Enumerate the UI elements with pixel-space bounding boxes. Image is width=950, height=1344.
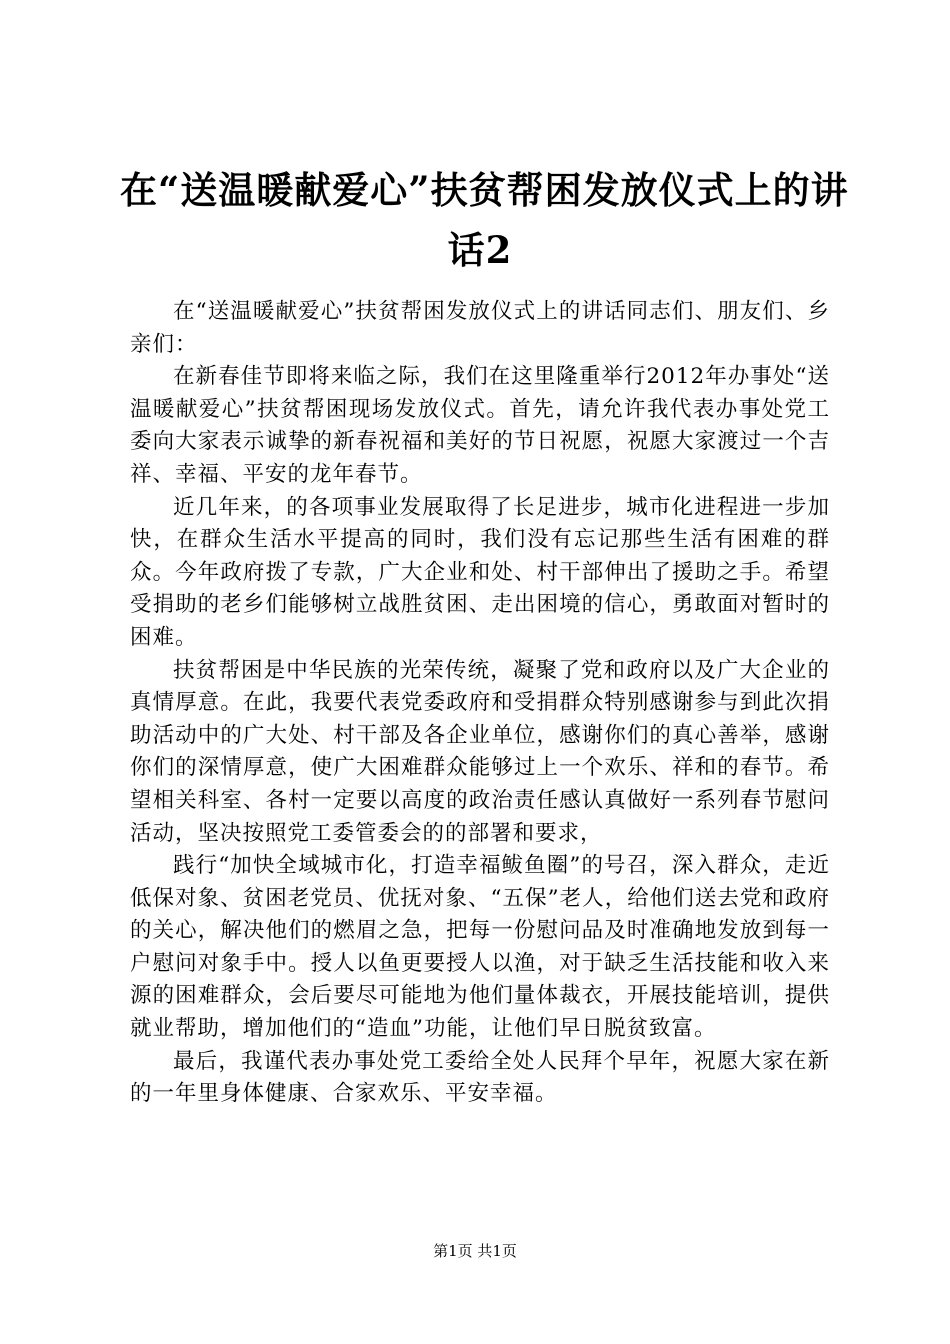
document-body	[130, 296, 830, 1111]
paragraph-opening: 在新春佳节即将来临之际，我们在这里隆重举行2012年办事处“送温暖献爱心”扶贫帮困现场发放仪式。首先，请允许我代表办事处党工委向大家表示诚挚的新春祝福和美好的节日祝愿，祝愿大家渡过一个吉祥、幸福、平安的龙年春节。	[130, 364, 830, 487]
paragraph-closing: 最后，我谨代表办事处党工委给全处人民拜个早年，祝愿大家在新的一年里身体健康、合家欢乐、平安幸福。	[130, 1048, 830, 1107]
paragraph-progress: 近几年来，的各项事业发展取得了长足进步，城市化进程进一步加快，在群众生活水平提高的同时，我们没有忘记那些生活有困难的群众。今年政府拨了专款，广大企业和处、村干部伸出了援助之手。希望受捐助的老乡们能够树立战胜贫困、走出困境的信心，勇敢面对暂时的困难。	[130, 494, 830, 650]
title-line-2: 话2	[447, 228, 513, 272]
page-footer: 第1页 共1页	[433, 1242, 517, 1260]
title-line-1: 在“送温暖献爱心”扶贫帮困发放仪式上的讲	[120, 168, 849, 212]
paragraph-actions: 践行“加快全域城市化，打造幸福鲅鱼圈”的号召，深入群众，走近低保对象、贫困老党员、优抚对象、“五保”老人，给他们送去党和政府的关心，解决他们的燃眉之急，把每一份慰问品及时准确地发放到每一户慰问对象手中。授人以鱼更要授人以渔，对于缺乏生活技能和收入来源的困难群众，会后要尽可能地为他们量体裁衣，开展技能培训，提供就业帮助，增加他们的“造血”功能，让他们早日脱贫致富。	[130, 853, 830, 1042]
paragraph-thanks: 扶贫帮困是中华民族的光荣传统，凝聚了党和政府以及广大企业的真情厚意。在此，我要代表党委政府和受捐群众特别感谢参与到此次捐助活动中的广大处、村干部及各企业单位，感谢你们的真心善举，感谢你们的深情厚意，使广大困难群众能够过上一个欢乐、祥和的春节。希望相关科室、各村一定要以高度的政治责任感认真做好一系列春节慰问活动，坚决按照党工委管委会的的部署和要求，	[130, 657, 830, 846]
paragraph-salutation: 在“送温暖献爱心”扶贫帮困发放仪式上的讲话同志们、朋友们、乡亲们：	[130, 299, 830, 357]
page-title	[120, 160, 849, 280]
